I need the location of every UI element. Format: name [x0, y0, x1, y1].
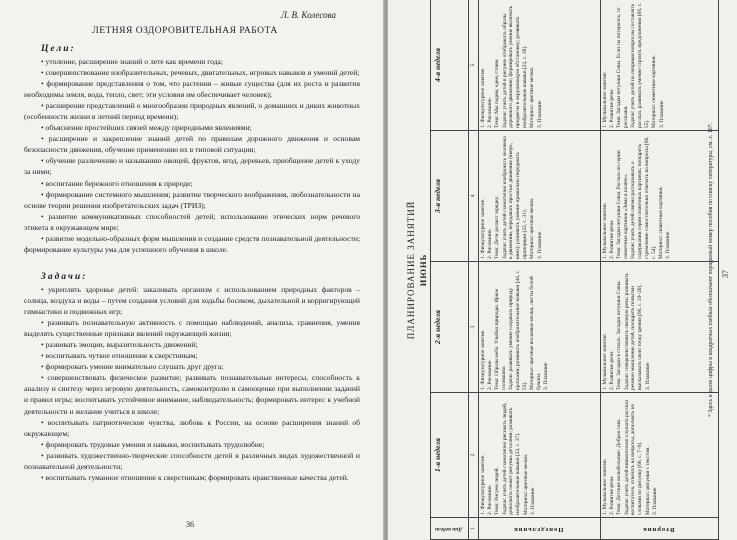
cell-line: 2. Рисование. [487, 484, 494, 515]
cell-line: 1. Физкультурное занятие. [479, 329, 486, 390]
cell-line: Тема: Мы сидим, едем, стоим. [494, 58, 501, 128]
cell-line: Тема: Рисуем людей. [494, 467, 501, 515]
day-header: Дни недели [435, 525, 462, 532]
cell-line: Задачи: учить детей схематично изображать человека в движении, передавать простые движения (вверх, вниз); развивать умение правильно передавать пропорции [22, с. 31]. [501, 136, 529, 259]
cell-line: 2. Развитие речи. [609, 219, 616, 259]
cell-line: 1. Физкультурное занятие. [479, 198, 486, 259]
list-item: • развитие модельно-образных форм мышления и создание средств познавательной деятельности; формирование культуры ума для успешного обучения в школе. [24, 233, 360, 254]
cell-line: 2. Развитие речи. [609, 350, 616, 390]
list-item: • совершенствовать физическое развитие; развивать познавательные интересы, способность к анализу и синтезу через игровую деятельность, самоконтролю и самооценке при выполнении заданий и правил игры; воспитывать устойчивое внимание, наблюдательность; формировать интерес к учебной деятельности и желание учиться в школе; [24, 373, 360, 416]
plan-title: ПЛАНИРОВАНИЕ ЗАНЯТИЙ [406, 200, 416, 340]
list-item: • развивать художественно-творческие способности детей в различных видах художественной и познавательной деятельности; [24, 450, 360, 471]
page-number-right: 37 [721, 270, 730, 278]
list-item: • расширение и закрепление знаний детей по правилам дорожного движения и основам безопасности движения, обучение применению их в типовой ситуации; [24, 134, 360, 155]
cell-line: Материал: сюжетные картинки. [651, 55, 658, 128]
list-item: • формирование представления о том, что растения – живые существа (для их роста и развития необходимы земля, вода, тепло, свет; эти условия им обеспечивает человек); [24, 79, 360, 100]
cell-line: Тема: Загадки петушки Совы. Рассказ по серии сюжетных картинок «Зима в шляпе». [616, 150, 630, 259]
page-title: ЛЕТНЯЯ ОЗДОРОВИТЕЛЬНАЯ РАБОТА [92, 26, 278, 36]
cell-line: 2. Рисование. [487, 359, 494, 390]
day-cell [600, 518, 718, 540]
day-label: Понедельник [512, 525, 564, 533]
month-label: ИЮНЬ [418, 253, 428, 287]
right-page [388, 0, 737, 540]
cell-line: Материал: цветные восковые мелки, листы белой бумаги. [529, 276, 543, 390]
author-name: Л. В. Колесова [280, 10, 336, 20]
cell-line: Материал: рисунки с текстом. [644, 446, 651, 515]
list-item: • воспитание бережного отношения к природе; [41, 178, 193, 188]
list-item: • развивать эмоции, выразительность движений; [41, 340, 198, 350]
tasks-list [24, 284, 360, 483]
cell-line: Задачи: учить детей связно рассказывать о содержании серии сюжетных картинок; поощрять стремление самостоятельно отвечать на вопросы [66, с. 54]. [630, 136, 657, 259]
list-item: • объяснение простейших связей между природными явлениями; [41, 123, 252, 133]
week-header: 2-я неделя [431, 262, 469, 393]
cell-line: Задачи: учить детей внимательно слушать рассказ воспитателя, отвечать на вопросы, дополнять их словами по рисунку [66, с. 7–9]. [623, 399, 644, 515]
goals-list [24, 56, 360, 255]
column-number: 4 [468, 131, 478, 262]
cell-line: 1. Музыкальное занятие. [601, 202, 608, 259]
cell-line: Задачи: совершенствовать связную речь; развивать речевое мышление детей, поощрять попытки высказывать свою точку зрения [66, с. 19–20]. [623, 273, 644, 390]
table-row [600, 0, 718, 540]
week-header: 4-я неделя [431, 0, 469, 131]
cell-line: Задачи: развивать умение создавать природу красками; развивать изобразительные навыки [44, с. 53]. [508, 269, 529, 390]
cell-line: Материал: цветные мелки. [529, 66, 536, 128]
list-item: • формирование системного мышления; развитие творческого воображения, любознательности на основе теории решения изобретательских задач (ТРИЗ); [24, 189, 360, 210]
cell-line: 3. Плавание [536, 100, 543, 128]
cell-line: 2. Развитие речи. [609, 475, 616, 515]
list-item: • расширение представлений о многообразии природных явлений, о домашних и диких животных (особенности жизни в летний период времени); [24, 101, 360, 122]
cell-line: Материал: цветные мелки. [529, 197, 536, 259]
list-item: • совершенствование изобразительных, речевых, двигательных, игровых навыков и умений детей; [41, 68, 360, 78]
lesson-cell [478, 131, 600, 262]
list-item: • формировать трудовые умения и навыки, воспитывать трудолюбие; [41, 439, 265, 449]
cell-line: Задачи: учить детей в рисунке отображать образы дорожного движения; формировать умение включать предметы в окружающую обстановку; развивать изобразительные навыки [22, с. 36]. [501, 5, 529, 128]
cell-line: Тема: Дети делают зарядку. [494, 195, 501, 259]
cell-line: 1. Физкультурное занятие. [479, 454, 486, 515]
table-row [478, 0, 600, 540]
lesson-cell [600, 0, 718, 131]
cell-line: 3. Плавание [536, 231, 543, 259]
list-item: • воспитывать гуманное отношение к сверстникам; формировать нравственные качества детей. [41, 472, 349, 482]
day-header-cell [431, 518, 469, 540]
cell-line: 1. Музыкальное занятие. [601, 71, 608, 128]
cell-line: 3. Плавание [644, 362, 651, 390]
column-number: 2 [468, 393, 478, 518]
column-number-row [468, 0, 478, 540]
list-item: • формировать умение внимательно слушать друг друга; [41, 362, 224, 372]
cell-line: 3. Плавание [665, 231, 672, 259]
day-label: Вторник [641, 525, 675, 533]
cell-line: Тема: Загадки петушки Совы. Если ты потерялся, то расскажи. [616, 7, 630, 128]
list-item: • развитие коммуникативных способностей детей; использование этических норм речевого этикета в окружающем мире; [24, 211, 360, 232]
cell-line: 3. Плавание [529, 487, 536, 515]
cell-line: Задачи: учить детей по опорным вопросам составлять рассказ, развивать умение строить предложения [66, с. 55]. [630, 2, 651, 128]
lesson-cell [478, 393, 600, 518]
list-item: • развивать познавательную активность с помощью наблюдений, анализа, сравнения, умения выделять существенные признаки явлений окружающей жизни; [24, 318, 360, 339]
cell-line: 1. Музыкальное занятие. [601, 458, 608, 515]
list-item: • воспитывать патриотические чувства, любовь к России, на основе расширения знаний об окружающем; [24, 417, 360, 438]
cell-line: 3. Плавание [651, 487, 658, 515]
rotated-plan-page [388, 0, 737, 540]
lesson-plan-table [430, 0, 719, 540]
cell-line: Тема: Загадки в стихах. Загадки петушки Совы. [616, 280, 623, 390]
cell-line: 3. Плавание [658, 100, 665, 128]
cell-line: 2. Развитие речи. [609, 88, 616, 128]
cell-line: 1. Физкультурное занятие. [479, 67, 486, 128]
footnote: * Здесь и далее цифры в квадратных скобках обозначают порядковый номер пособия по списку литературы, см. с. 107. [708, 123, 714, 417]
tasks-heading: Задачи: [41, 272, 88, 282]
column-number: 3 [468, 262, 478, 393]
table-header-row [431, 0, 469, 540]
cell-line: 2. Рисование. [487, 228, 494, 259]
lesson-cell [478, 0, 600, 131]
lesson-cell [600, 393, 718, 518]
column-number: 5 [468, 0, 478, 131]
cell-line: 1. Музыкальное занятие. [601, 333, 608, 390]
cell-line: Тема: Образы неба. Улыбка природы. Яркое солнышко. [494, 288, 508, 390]
list-item: • обучение различению и называнию овощей, фруктов, ягод, деревьев, приобщение детей к уходу за ними; [24, 156, 360, 177]
lesson-cell [600, 131, 718, 262]
list-item: • утоление, расширение знаний о лете как времени года; [41, 57, 224, 66]
cell-line: Материал: цветные мелки. [522, 453, 529, 515]
cell-line: Материал: сюжетные картинки. [658, 186, 665, 259]
goals-heading: Цели: [41, 44, 76, 54]
page-number-left: 36 [186, 520, 194, 529]
week-header: 3-я неделя [431, 131, 469, 262]
cell-line: Тема: Детские колыбельные. Добрая сова. [616, 418, 623, 515]
week-header: 1-я неделя [431, 393, 469, 518]
column-number: 1 [468, 518, 478, 540]
lesson-cell [478, 262, 600, 393]
list-item: • воспитывать чуткое отношение к сверстникам; [41, 351, 198, 361]
list-item: • укреплять здоровье детей: закаливать организм с использованием природных факторов – солнца, воздуха и воды – путем создания условий для ходьбы босиком, дыхательной и корригирующей гимнастики и подвижных игр; [24, 285, 360, 317]
day-cell [478, 518, 600, 540]
cell-line: Задачи: учить детей схематично рисовать людей, дополнять сюжет рисунка деталями; развивать изобразительные навыки [22, с. 37]. [501, 402, 522, 515]
lesson-cell [600, 262, 718, 393]
cell-line: 2. Рисование. [487, 97, 494, 128]
cell-line: 3. Плавание [543, 362, 550, 390]
